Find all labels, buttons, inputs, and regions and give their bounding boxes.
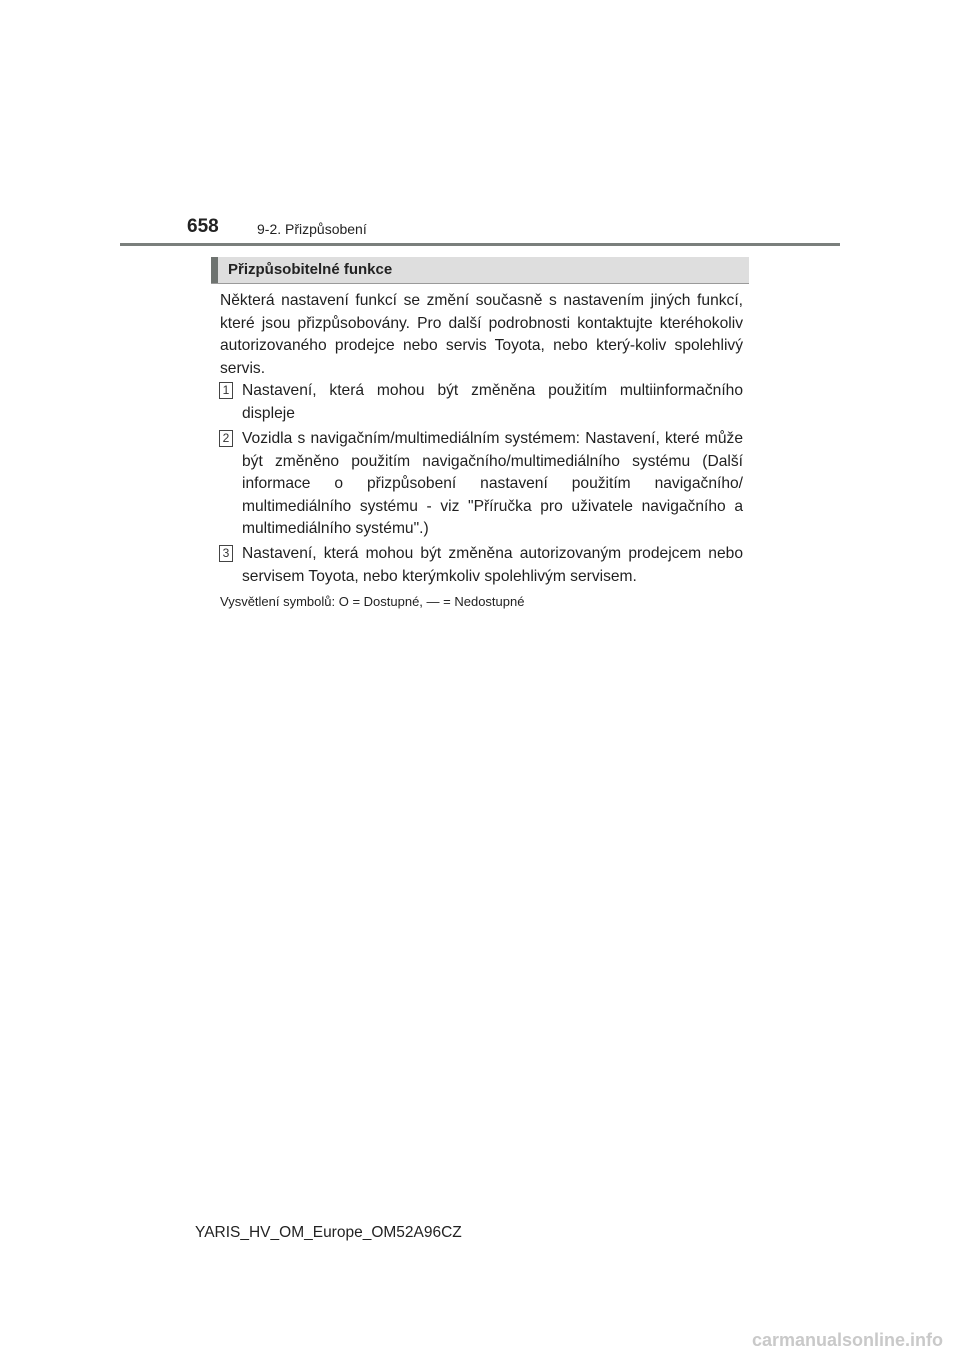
number-marker-3: 3 bbox=[219, 545, 233, 562]
section-title: 9-2. Přizpůsobení bbox=[257, 221, 367, 237]
watermark: carmanualsonline.info bbox=[752, 1330, 944, 1350]
number-marker-2: 2 bbox=[219, 430, 233, 447]
intro-paragraph: Některá nastavení funkcí se změní současně s nastavením jiných funkcí, které jsou přizpůsobovány. Pro další podrobnosti kontaktujte kteréhokoliv autorizovaného prodejce nebo servis Toyota, nebo který-koliv spolehlivý servis. bbox=[220, 292, 743, 377]
list-item bbox=[219, 428, 743, 541]
section-heading-text: Přizpůsobitelné funkce bbox=[228, 261, 393, 278]
list-item-text: Nastavení, která mohou být změněna použitím multiinformačního displeje bbox=[242, 382, 743, 422]
symbol-legend: Vysvětlení symbolů: O = Dostupné, — = Nedostupné bbox=[220, 594, 525, 609]
list-item bbox=[219, 543, 743, 588]
list-item-text: Nastavení, která mohou být změněna autorizovaným prodejcem nebo servisem Toyota, nebo kterýmkoliv spolehlivým servisem. bbox=[242, 545, 743, 585]
header-divider bbox=[120, 243, 840, 246]
number-marker-1: 1 bbox=[219, 382, 233, 399]
document-code: YARIS_HV_OM_Europe_OM52A96CZ bbox=[195, 1224, 462, 1241]
page-number: 658 bbox=[187, 216, 219, 237]
list-item bbox=[219, 380, 743, 425]
heading-underline bbox=[211, 283, 749, 284]
section-heading bbox=[211, 257, 749, 283]
list-item-text: Vozidla s navigačním/multimediálním systémem: Nastavení, které může být změněno použitím navigačního/multimediálního systému (Další informace o přizpůsobení nastavení použitím navigačního/ multimediálního systému - viz "Příručka pro uživatele navigačního a multimediálního systému".) bbox=[242, 430, 743, 537]
